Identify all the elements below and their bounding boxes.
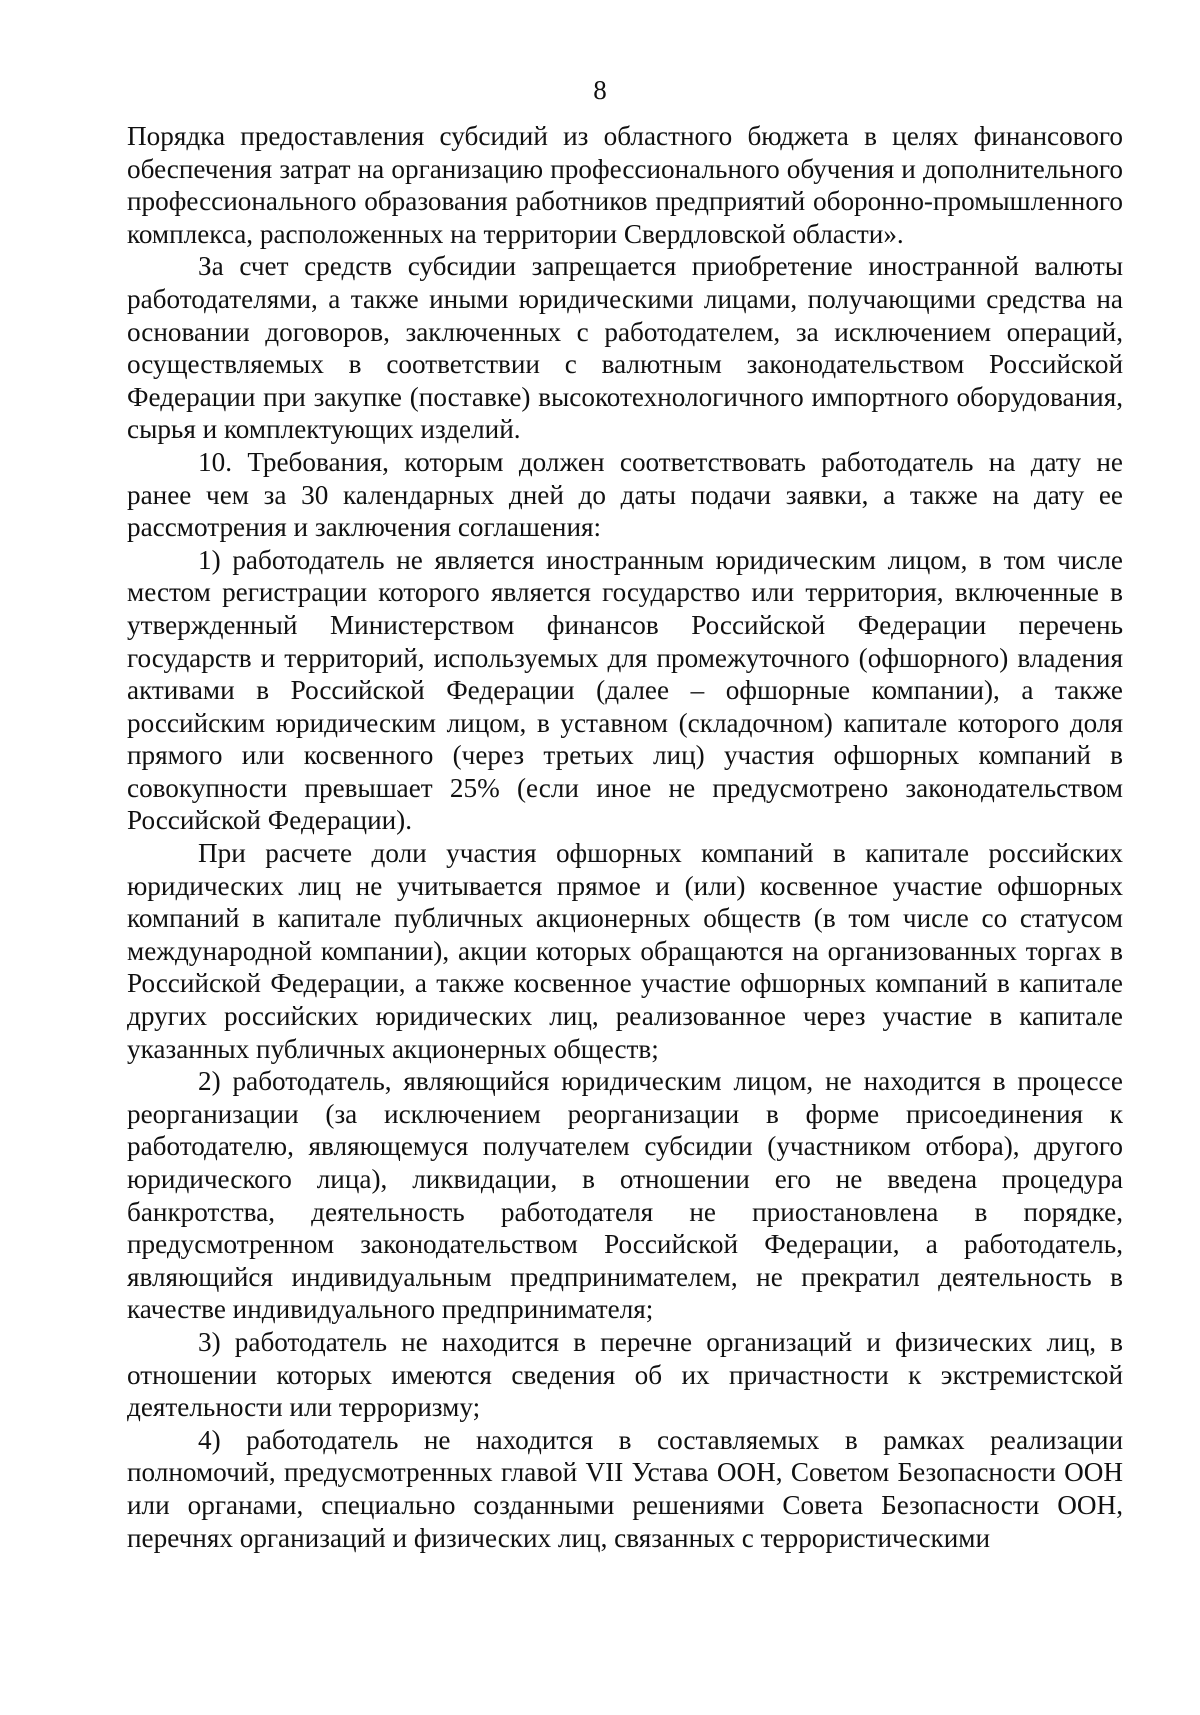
paragraph-8: 4) работодатель не находится в составляемых в рамках реализации полномочий, предусмотренных главой VII Устава ООН, Советом Безопасности ООН или органами, специально созданными решениями Совета Безопасности ООН, перечнях организаций и физических лиц, связанных с террористическими — [127, 1424, 1123, 1553]
paragraph-2: За счет средств субсидии запрещается приобретение иностранной валюты работодателями, а также иными юридическими лицами, получающими средства на основании договоров, заключенных с работодателем, за исключением операций, осуществляемых в соответствии с валютным законодательством Российской Федерации при закупке (поставке) высокотехнологичного импортного оборудования, сырья и комплектующих изделий. — [127, 251, 1123, 445]
page-number: 8 — [593, 75, 607, 105]
paragraph-3: 10. Требования, которым должен соответствовать работодатель на дату не ранее чем за 30 календарных дней до даты подачи заявки, а также на дату ее рассмотрения и заключения соглашения: — [127, 446, 1123, 543]
paragraph-5: При расчете доли участия офшорных компаний в капитале российских юридических лиц не учитывается прямое и (или) косвенное участие офшорных компаний в капитале публичных акционерных обществ (в том числе со статусом международной компании), акции которых обращаются на организованных торгах в Российской Федерации, а также косвенное участие офшорных компаний в капитале других российских юридических лиц, реализованное через участие в капитале указанных публичных акционерных обществ; — [127, 838, 1123, 1064]
paragraph-1: Порядка предоставления субсидий из областного бюджета в целях финансового обеспечения затрат на организацию профессионального обучения и дополнительного профессионального образования работников предприятий оборонно-промышленного комплекса, расположенных на территории Свердловской области». — [127, 121, 1123, 249]
paragraph-4: 1) работодатель не является иностранным юридическим лицом, в том числе местом регистрации которого является государство или территория, включенные в утвержденный Министерством финансов Российской Федерации перечень государств и территорий, используемых для промежуточного (офшорного) владения активами в Российской Федерации (далее – офшорные компании), а также российским юридическим лицом, в уставном (складочном) капитале которого доля прямого или косвенного (через третьих лиц) участия офшорных компаний в совокупности превышает 25% (если иное не предусмотрено законодательством Российской Федерации). — [127, 544, 1123, 836]
paragraph-7: 3) работодатель не находится в перечне организаций и физических лиц, в отношении которых имеются сведения об их причастности к экстремистской деятельности или терроризму; — [127, 1326, 1123, 1423]
document-body — [127, 120, 1123, 1554]
paragraph-6: 2) работодатель, являющийся юридическим лицом, не находится в процессе реорганизации (за исключением реорганизации в форме присоединения к работодателю, являющемуся получателем субсидии (участником отбора), другого юридического лица), ликвидации, в отношении его не введена процедура банкротства, деятельность работодателя не приостановлена в порядке, предусмотренном законодательством Российской Федерации, а работодатель, являющийся индивидуальным предпринимателем, не прекратил деятельность в качестве индивидуального предпринимателя; — [127, 1066, 1123, 1325]
